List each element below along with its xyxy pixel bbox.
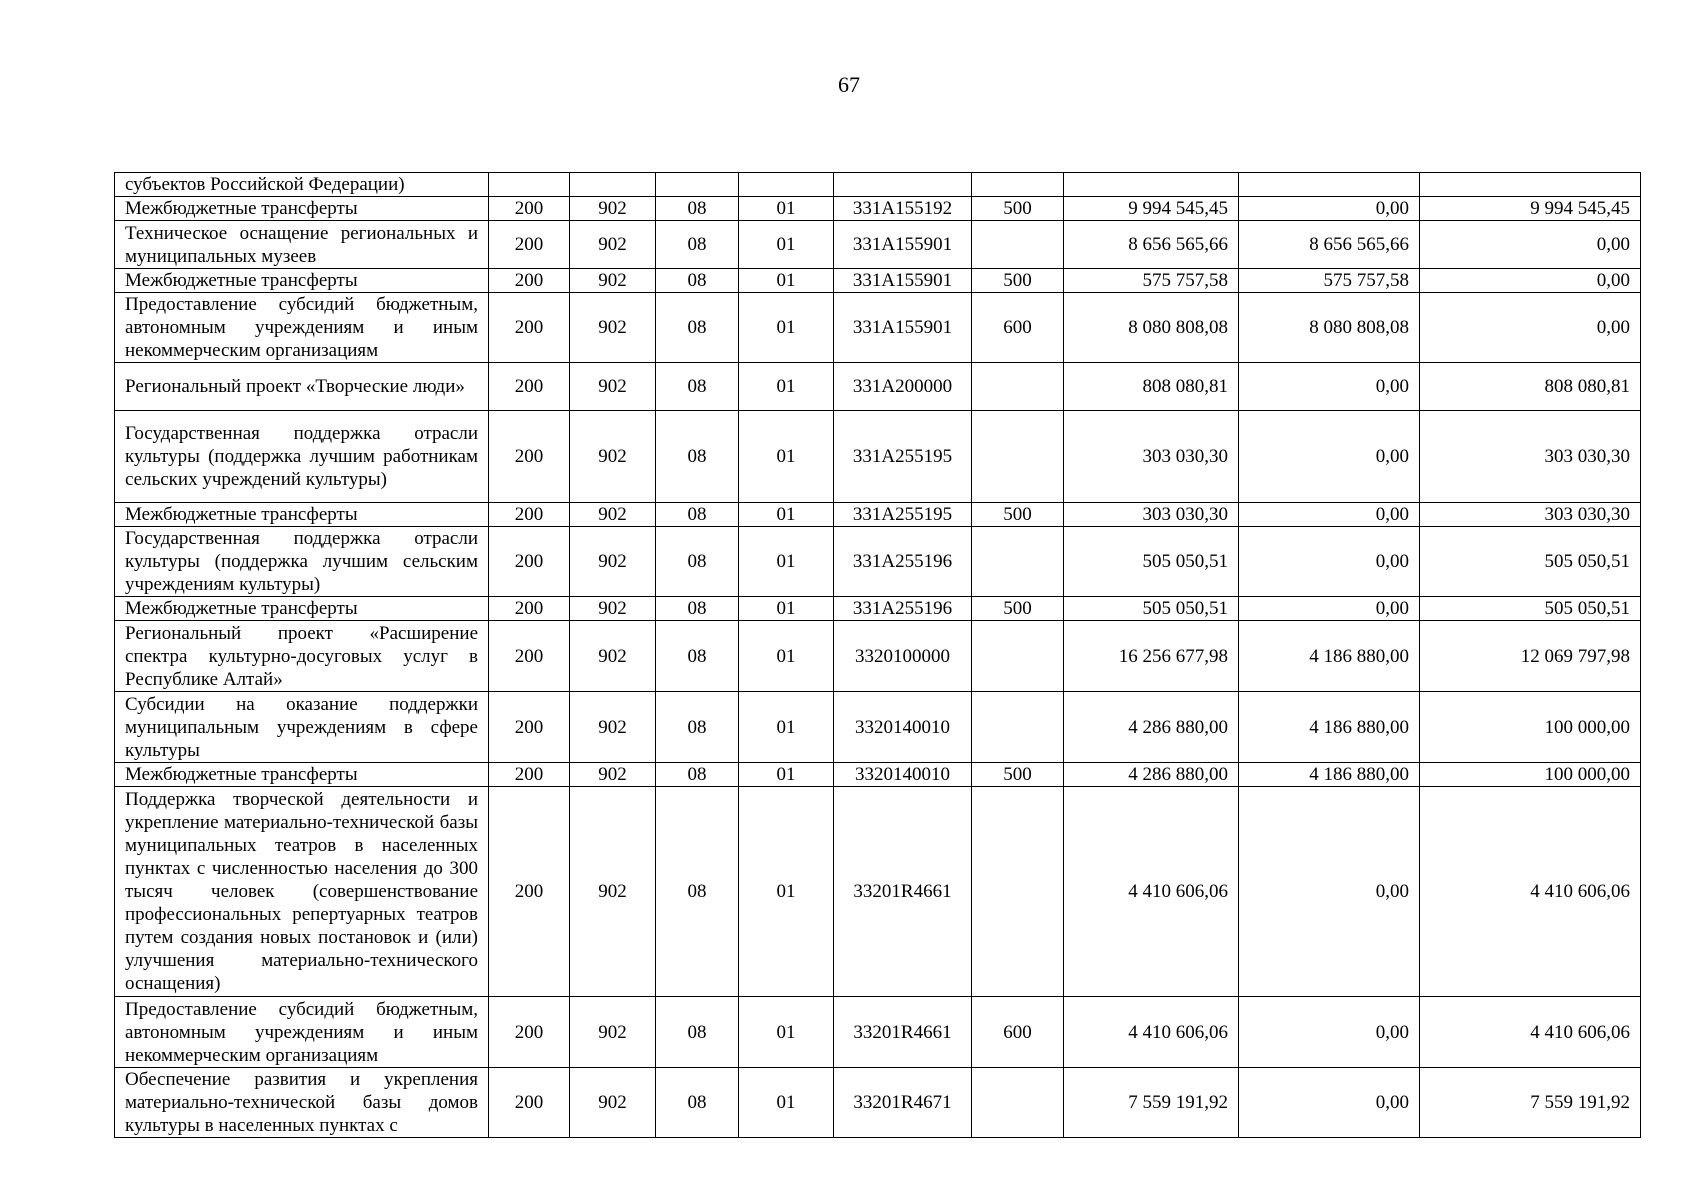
cell-item-name: Техническое оснащение региональных и муниципальных музеев bbox=[115, 221, 489, 269]
cell-item-name: Предоставление субсидий бюджетным, автономным учреждениям и иным некоммерческим организациям bbox=[115, 293, 489, 363]
cell-subsection-code bbox=[739, 173, 834, 197]
cell-item-name: Предоставление субсидий бюджетным, автономным учреждениям и иным некоммерческим организациям bbox=[115, 997, 489, 1068]
cell-ministry-code: 902 bbox=[570, 621, 656, 692]
cell-amount-total: 4 410 606,06 bbox=[1064, 787, 1239, 997]
table-row bbox=[115, 221, 1641, 269]
cell-section-code: 200 bbox=[489, 763, 570, 787]
cell-amount-federal: 8 656 565,66 bbox=[1239, 221, 1420, 269]
cell-expense-type bbox=[972, 1068, 1064, 1138]
table-row bbox=[115, 503, 1641, 527]
cell-section-code: 200 bbox=[489, 527, 570, 597]
table-row bbox=[115, 621, 1641, 692]
cell-subsection-code: 01 bbox=[739, 197, 834, 221]
cell-section-code bbox=[489, 173, 570, 197]
cell-item-name: субъектов Российской Федерации) bbox=[115, 173, 489, 197]
cell-amount-total: 8 656 565,66 bbox=[1064, 221, 1239, 269]
cell-expense-type: 600 bbox=[972, 997, 1064, 1068]
cell-target-article: 331A200000 bbox=[834, 363, 972, 411]
cell-chapter-code: 08 bbox=[656, 763, 739, 787]
cell-target-article: 331A155901 bbox=[834, 293, 972, 363]
cell-amount-regional: 12 069 797,98 bbox=[1420, 621, 1641, 692]
cell-amount-total: 303 030,30 bbox=[1064, 503, 1239, 527]
cell-amount-total: 16 256 677,98 bbox=[1064, 621, 1239, 692]
cell-ministry-code: 902 bbox=[570, 363, 656, 411]
table-row bbox=[115, 997, 1641, 1068]
cell-target-article: 331A255195 bbox=[834, 503, 972, 527]
cell-amount-regional: 4 410 606,06 bbox=[1420, 787, 1641, 997]
cell-expense-type: 500 bbox=[972, 197, 1064, 221]
cell-target-article: 33201R4661 bbox=[834, 997, 972, 1068]
cell-amount-total: 575 757,58 bbox=[1064, 269, 1239, 293]
cell-amount-federal: 0,00 bbox=[1239, 997, 1420, 1068]
table-row bbox=[115, 269, 1641, 293]
cell-target-article: 331A255196 bbox=[834, 527, 972, 597]
cell-ministry-code: 902 bbox=[570, 221, 656, 269]
cell-chapter-code: 08 bbox=[656, 997, 739, 1068]
cell-target-article: 33201R4671 bbox=[834, 1068, 972, 1138]
cell-target-article: 331A155901 bbox=[834, 221, 972, 269]
cell-subsection-code: 01 bbox=[739, 763, 834, 787]
cell-ministry-code: 902 bbox=[570, 503, 656, 527]
cell-subsection-code: 01 bbox=[739, 997, 834, 1068]
table-row bbox=[115, 363, 1641, 411]
cell-target-article: 331A255195 bbox=[834, 411, 972, 503]
cell-target-article: 331A255196 bbox=[834, 597, 972, 621]
cell-subsection-code: 01 bbox=[739, 1068, 834, 1138]
cell-target-article: 33201R4661 bbox=[834, 787, 972, 997]
cell-item-name: Межбюджетные трансферты bbox=[115, 763, 489, 787]
cell-amount-federal: 0,00 bbox=[1239, 787, 1420, 997]
cell-expense-type bbox=[972, 173, 1064, 197]
cell-ministry-code: 902 bbox=[570, 692, 656, 763]
cell-chapter-code: 08 bbox=[656, 293, 739, 363]
cell-amount-regional: 0,00 bbox=[1420, 221, 1641, 269]
cell-chapter-code: 08 bbox=[656, 1068, 739, 1138]
cell-amount-federal: 4 186 880,00 bbox=[1239, 763, 1420, 787]
cell-section-code: 200 bbox=[489, 997, 570, 1068]
cell-amount-total: 505 050,51 bbox=[1064, 527, 1239, 597]
cell-amount-regional: 0,00 bbox=[1420, 269, 1641, 293]
cell-amount-federal bbox=[1239, 173, 1420, 197]
cell-section-code: 200 bbox=[489, 363, 570, 411]
cell-amount-federal: 0,00 bbox=[1239, 197, 1420, 221]
cell-chapter-code: 08 bbox=[656, 787, 739, 997]
cell-ministry-code: 902 bbox=[570, 597, 656, 621]
cell-amount-federal: 575 757,58 bbox=[1239, 269, 1420, 293]
cell-target-article: 331A155901 bbox=[834, 269, 972, 293]
cell-amount-total: 303 030,30 bbox=[1064, 411, 1239, 503]
cell-item-name: Межбюджетные трансферты bbox=[115, 269, 489, 293]
cell-amount-federal: 0,00 bbox=[1239, 527, 1420, 597]
cell-expense-type bbox=[972, 621, 1064, 692]
page-number: 67 bbox=[838, 72, 860, 97]
table-row bbox=[115, 173, 1641, 197]
cell-amount-regional: 0,00 bbox=[1420, 293, 1641, 363]
cell-expense-type: 500 bbox=[972, 269, 1064, 293]
cell-expense-type: 600 bbox=[972, 293, 1064, 363]
cell-chapter-code: 08 bbox=[656, 597, 739, 621]
cell-amount-total: 4 286 880,00 bbox=[1064, 692, 1239, 763]
cell-target-article: 331A155192 bbox=[834, 197, 972, 221]
cell-expense-type bbox=[972, 221, 1064, 269]
cell-subsection-code: 01 bbox=[739, 269, 834, 293]
cell-subsection-code: 01 bbox=[739, 363, 834, 411]
cell-section-code: 200 bbox=[489, 269, 570, 293]
cell-ministry-code: 902 bbox=[570, 293, 656, 363]
table-row bbox=[115, 527, 1641, 597]
cell-chapter-code: 08 bbox=[656, 197, 739, 221]
cell-ministry-code: 902 bbox=[570, 763, 656, 787]
cell-ministry-code: 902 bbox=[570, 269, 656, 293]
cell-amount-total: 7 559 191,92 bbox=[1064, 1068, 1239, 1138]
cell-amount-total: 808 080,81 bbox=[1064, 363, 1239, 411]
cell-section-code: 200 bbox=[489, 197, 570, 221]
cell-item-name: Региональный проект «Творческие люди» bbox=[115, 363, 489, 411]
cell-item-name: Межбюджетные трансферты bbox=[115, 197, 489, 221]
cell-amount-total: 4 286 880,00 bbox=[1064, 763, 1239, 787]
cell-subsection-code: 01 bbox=[739, 293, 834, 363]
cell-amount-total: 4 410 606,06 bbox=[1064, 997, 1239, 1068]
table-row bbox=[115, 293, 1641, 363]
cell-section-code: 200 bbox=[489, 503, 570, 527]
cell-chapter-code: 08 bbox=[656, 503, 739, 527]
cell-subsection-code: 01 bbox=[739, 527, 834, 597]
cell-amount-federal: 0,00 bbox=[1239, 363, 1420, 411]
cell-amount-total: 8 080 808,08 bbox=[1064, 293, 1239, 363]
table-row bbox=[115, 597, 1641, 621]
cell-subsection-code: 01 bbox=[739, 621, 834, 692]
table-row bbox=[115, 692, 1641, 763]
cell-expense-type bbox=[972, 787, 1064, 997]
cell-amount-regional: 303 030,30 bbox=[1420, 411, 1641, 503]
table-row bbox=[115, 197, 1641, 221]
table-row bbox=[115, 411, 1641, 503]
cell-ministry-code: 902 bbox=[570, 527, 656, 597]
cell-section-code: 200 bbox=[489, 293, 570, 363]
cell-amount-total: 9 994 545,45 bbox=[1064, 197, 1239, 221]
cell-amount-federal: 0,00 bbox=[1239, 503, 1420, 527]
cell-amount-regional: 7 559 191,92 bbox=[1420, 1068, 1641, 1138]
cell-subsection-code: 01 bbox=[739, 597, 834, 621]
cell-chapter-code: 08 bbox=[656, 411, 739, 503]
cell-expense-type: 500 bbox=[972, 763, 1064, 787]
cell-amount-regional: 100 000,00 bbox=[1420, 763, 1641, 787]
cell-subsection-code: 01 bbox=[739, 692, 834, 763]
cell-chapter-code: 08 bbox=[656, 527, 739, 597]
cell-item-name: Региональный проект «Расширение спектра культурно-досуговых услуг в Республике Алтай» bbox=[115, 621, 489, 692]
cell-expense-type bbox=[972, 363, 1064, 411]
cell-amount-regional: 303 030,30 bbox=[1420, 503, 1641, 527]
cell-item-name: Государственная поддержка отрасли культуры (поддержка лучшим сельским учреждениям культуры) bbox=[115, 527, 489, 597]
cell-chapter-code: 08 bbox=[656, 363, 739, 411]
cell-subsection-code: 01 bbox=[739, 411, 834, 503]
cell-amount-total: 505 050,51 bbox=[1064, 597, 1239, 621]
table-row bbox=[115, 763, 1641, 787]
table-row bbox=[115, 1068, 1641, 1138]
cell-section-code: 200 bbox=[489, 692, 570, 763]
cell-item-name: Поддержка творческой деятельности и укрепление материально-технической базы муниципальных театров в населенных пунктах с численностью населения до 300 тысяч человек (совершенствование профессиональных репертуарных театров путем создания новых постановок и (или) улучшения материально-технического оснащения) bbox=[115, 787, 489, 997]
cell-expense-type: 500 bbox=[972, 597, 1064, 621]
cell-amount-regional bbox=[1420, 173, 1641, 197]
budget-table bbox=[114, 172, 1641, 1138]
table-row bbox=[115, 787, 1641, 997]
cell-item-name: Межбюджетные трансферты bbox=[115, 597, 489, 621]
cell-amount-total bbox=[1064, 173, 1239, 197]
cell-subsection-code: 01 bbox=[739, 787, 834, 997]
cell-amount-regional: 505 050,51 bbox=[1420, 597, 1641, 621]
cell-section-code: 200 bbox=[489, 411, 570, 503]
cell-expense-type: 500 bbox=[972, 503, 1064, 527]
cell-amount-federal: 4 186 880,00 bbox=[1239, 692, 1420, 763]
cell-target-article: 3320140010 bbox=[834, 692, 972, 763]
cell-item-name: Субсидии на оказание поддержки муниципальным учреждениям в сфере культуры bbox=[115, 692, 489, 763]
cell-ministry-code: 902 bbox=[570, 411, 656, 503]
cell-ministry-code bbox=[570, 173, 656, 197]
cell-section-code: 200 bbox=[489, 621, 570, 692]
cell-section-code: 200 bbox=[489, 597, 570, 621]
cell-amount-regional: 9 994 545,45 bbox=[1420, 197, 1641, 221]
cell-amount-federal: 8 080 808,08 bbox=[1239, 293, 1420, 363]
cell-chapter-code: 08 bbox=[656, 692, 739, 763]
cell-amount-federal: 0,00 bbox=[1239, 597, 1420, 621]
cell-amount-regional: 100 000,00 bbox=[1420, 692, 1641, 763]
cell-section-code: 200 bbox=[489, 1068, 570, 1138]
cell-item-name: Межбюджетные трансферты bbox=[115, 503, 489, 527]
cell-amount-regional: 505 050,51 bbox=[1420, 527, 1641, 597]
cell-expense-type bbox=[972, 692, 1064, 763]
cell-chapter-code: 08 bbox=[656, 621, 739, 692]
cell-chapter-code: 08 bbox=[656, 269, 739, 293]
cell-chapter-code: 08 bbox=[656, 221, 739, 269]
cell-subsection-code: 01 bbox=[739, 503, 834, 527]
cell-amount-regional: 808 080,81 bbox=[1420, 363, 1641, 411]
cell-target-article: 3320140010 bbox=[834, 763, 972, 787]
cell-item-name: Обеспечение развития и укрепления материально-технической базы домов культуры в населенных пунктах с bbox=[115, 1068, 489, 1138]
cell-amount-federal: 0,00 bbox=[1239, 411, 1420, 503]
cell-amount-federal: 0,00 bbox=[1239, 1068, 1420, 1138]
cell-subsection-code: 01 bbox=[739, 221, 834, 269]
cell-ministry-code: 902 bbox=[570, 787, 656, 997]
cell-item-name: Государственная поддержка отрасли культуры (поддержка лучшим работникам сельских учреждений культуры) bbox=[115, 411, 489, 503]
cell-section-code: 200 bbox=[489, 787, 570, 997]
cell-target-article bbox=[834, 173, 972, 197]
cell-section-code: 200 bbox=[489, 221, 570, 269]
cell-amount-federal: 4 186 880,00 bbox=[1239, 621, 1420, 692]
cell-ministry-code: 902 bbox=[570, 197, 656, 221]
cell-expense-type bbox=[972, 411, 1064, 503]
cell-chapter-code bbox=[656, 173, 739, 197]
cell-target-article: 3320100000 bbox=[834, 621, 972, 692]
cell-ministry-code: 902 bbox=[570, 1068, 656, 1138]
cell-ministry-code: 902 bbox=[570, 997, 656, 1068]
cell-expense-type bbox=[972, 527, 1064, 597]
cell-amount-regional: 4 410 606,06 bbox=[1420, 997, 1641, 1068]
